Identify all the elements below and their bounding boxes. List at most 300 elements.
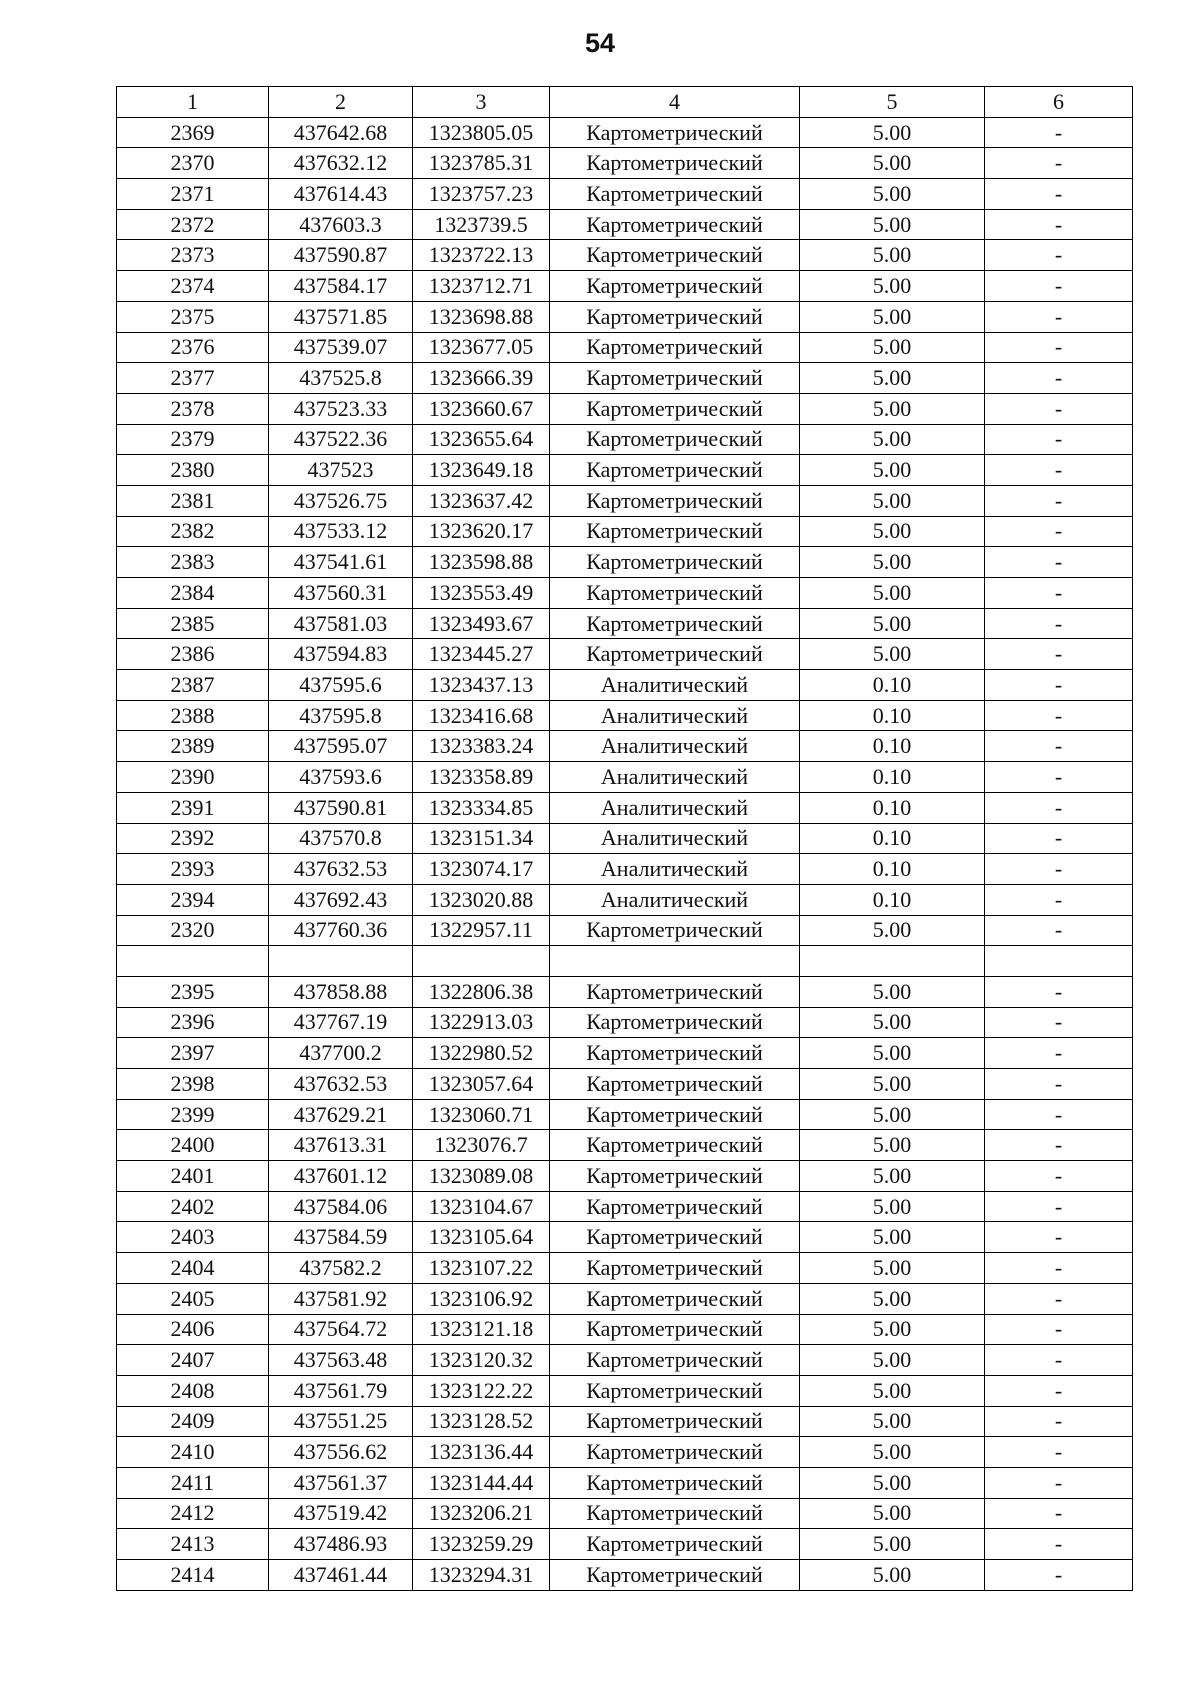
point-number-cell: 2390 [117, 762, 269, 793]
x-coordinate-cell: 437692.43 [269, 884, 413, 915]
method-cell: Картометрический [550, 1161, 800, 1192]
note-cell: - [985, 915, 1133, 946]
accuracy-cell: 5.00 [800, 1283, 985, 1314]
method-cell: Картометрический [550, 148, 800, 179]
accuracy-cell: 5.00 [800, 485, 985, 516]
point-number-cell: 2411 [117, 1467, 269, 1498]
x-coordinate-cell: 437629.21 [269, 1099, 413, 1130]
method-cell: Картометрический [550, 1467, 800, 1498]
x-coordinate-cell: 437595.07 [269, 731, 413, 762]
accuracy-cell: 5.00 [800, 1498, 985, 1529]
method-cell: Картометрический [550, 1375, 800, 1406]
point-number-cell: 2384 [117, 578, 269, 609]
method-cell: Аналитический [550, 854, 800, 885]
point-number-cell [117, 946, 269, 977]
method-cell: Картометрический [550, 516, 800, 547]
x-coordinate-cell: 437767.19 [269, 1007, 413, 1038]
accuracy-cell: 0.10 [800, 823, 985, 854]
point-number-cell: 2377 [117, 363, 269, 394]
point-number-cell: 2380 [117, 455, 269, 486]
point-number-cell: 2402 [117, 1191, 269, 1222]
table-row [117, 1467, 1133, 1498]
point-number-cell: 2407 [117, 1345, 269, 1376]
x-coordinate-cell: 437595.6 [269, 670, 413, 701]
y-coordinate-cell: 1323151.34 [413, 823, 550, 854]
note-cell: - [985, 1467, 1133, 1498]
point-number-cell: 2382 [117, 516, 269, 547]
note-cell: - [985, 393, 1133, 424]
y-coordinate-cell: 1323712.71 [413, 271, 550, 302]
method-cell: Картометрический [550, 424, 800, 455]
x-coordinate-cell: 437561.37 [269, 1467, 413, 1498]
method-cell: Картометрический [550, 1498, 800, 1529]
accuracy-cell: 5.00 [800, 578, 985, 609]
y-coordinate-cell: 1323089.08 [413, 1161, 550, 1192]
table-row [117, 1007, 1133, 1038]
accuracy-cell: 5.00 [800, 1529, 985, 1560]
y-coordinate-cell: 1323757.23 [413, 179, 550, 210]
method-cell: Картометрический [550, 455, 800, 486]
table-header-row [117, 87, 1133, 118]
y-coordinate-cell: 1323722.13 [413, 240, 550, 271]
header-cell-2: 2 [269, 87, 413, 118]
point-number-cell: 2408 [117, 1375, 269, 1406]
note-cell: - [985, 608, 1133, 639]
y-coordinate-cell: 1323206.21 [413, 1498, 550, 1529]
accuracy-cell: 5.00 [800, 639, 985, 670]
point-number-cell: 2373 [117, 240, 269, 271]
y-coordinate-cell: 1323416.68 [413, 700, 550, 731]
table-row [117, 823, 1133, 854]
accuracy-cell: 5.00 [800, 1406, 985, 1437]
y-coordinate-cell: 1323493.67 [413, 608, 550, 639]
note-cell: - [985, 1345, 1133, 1376]
x-coordinate-cell: 437539.07 [269, 332, 413, 363]
point-number-cell: 2374 [117, 271, 269, 302]
accuracy-cell: 5.00 [800, 1099, 985, 1130]
accuracy-cell: 0.10 [800, 884, 985, 915]
accuracy-cell: 0.10 [800, 762, 985, 793]
point-number-cell: 2389 [117, 731, 269, 762]
y-coordinate-cell: 1323121.18 [413, 1314, 550, 1345]
table-row [117, 485, 1133, 516]
table-row [117, 915, 1133, 946]
point-number-cell: 2401 [117, 1161, 269, 1192]
point-number-cell: 2378 [117, 393, 269, 424]
table-row [117, 240, 1133, 271]
method-cell: Аналитический [550, 823, 800, 854]
y-coordinate-cell: 1323074.17 [413, 854, 550, 885]
table-row [117, 1529, 1133, 1560]
note-cell: - [985, 1437, 1133, 1468]
point-number-cell: 2413 [117, 1529, 269, 1560]
point-number-cell: 2396 [117, 1007, 269, 1038]
table-row [117, 639, 1133, 670]
method-cell: Аналитический [550, 762, 800, 793]
note-cell: - [985, 424, 1133, 455]
point-number-cell: 2393 [117, 854, 269, 885]
x-coordinate-cell: 437551.25 [269, 1406, 413, 1437]
accuracy-cell [800, 946, 985, 977]
accuracy-cell: 0.10 [800, 731, 985, 762]
point-number-cell: 2386 [117, 639, 269, 670]
accuracy-cell: 0.10 [800, 670, 985, 701]
method-cell: Картометрический [550, 1253, 800, 1284]
point-number-cell: 2405 [117, 1283, 269, 1314]
accuracy-cell: 5.00 [800, 1560, 985, 1591]
method-cell: Аналитический [550, 731, 800, 762]
point-number-cell: 2370 [117, 148, 269, 179]
note-cell: - [985, 976, 1133, 1007]
point-number-cell: 2371 [117, 179, 269, 210]
note-cell: - [985, 485, 1133, 516]
method-cell: Картометрический [550, 179, 800, 210]
y-coordinate-cell: 1323805.05 [413, 117, 550, 148]
accuracy-cell: 5.00 [800, 1345, 985, 1376]
y-coordinate-cell: 1323649.18 [413, 455, 550, 486]
table-row [117, 731, 1133, 762]
x-coordinate-cell [269, 946, 413, 977]
table-row [117, 179, 1133, 210]
method-cell: Картометрический [550, 301, 800, 332]
y-coordinate-cell: 1323553.49 [413, 578, 550, 609]
point-number-cell: 2369 [117, 117, 269, 148]
header-cell-5: 5 [800, 87, 985, 118]
y-coordinate-cell: 1323107.22 [413, 1253, 550, 1284]
note-cell: - [985, 670, 1133, 701]
accuracy-cell: 5.00 [800, 117, 985, 148]
note-cell: - [985, 639, 1133, 670]
header-cell-4: 4 [550, 87, 800, 118]
accuracy-cell: 5.00 [800, 1038, 985, 1069]
accuracy-cell: 0.10 [800, 854, 985, 885]
x-coordinate-cell: 437533.12 [269, 516, 413, 547]
point-number-cell: 2383 [117, 547, 269, 578]
y-coordinate-cell: 1322980.52 [413, 1038, 550, 1069]
x-coordinate-cell: 437642.68 [269, 117, 413, 148]
point-number-cell: 2388 [117, 700, 269, 731]
method-cell: Аналитический [550, 792, 800, 823]
point-number-cell: 2412 [117, 1498, 269, 1529]
x-coordinate-cell: 437570.8 [269, 823, 413, 854]
note-cell: - [985, 1130, 1133, 1161]
table-row [117, 762, 1133, 793]
x-coordinate-cell: 437564.72 [269, 1314, 413, 1345]
table-row [117, 1375, 1133, 1406]
x-coordinate-cell: 437584.06 [269, 1191, 413, 1222]
x-coordinate-cell: 437603.3 [269, 209, 413, 240]
method-cell: Картометрический [550, 976, 800, 1007]
point-number-cell: 2397 [117, 1038, 269, 1069]
method-cell: Картометрический [550, 485, 800, 516]
method-cell: Картометрический [550, 240, 800, 271]
table-row [117, 209, 1133, 240]
y-coordinate-cell: 1323677.05 [413, 332, 550, 363]
y-coordinate-cell: 1323445.27 [413, 639, 550, 670]
accuracy-cell: 5.00 [800, 393, 985, 424]
table-row [117, 547, 1133, 578]
note-cell: - [985, 148, 1133, 179]
y-coordinate-cell: 1323128.52 [413, 1406, 550, 1437]
table-row [117, 1314, 1133, 1345]
y-coordinate-cell: 1323136.44 [413, 1437, 550, 1468]
point-number-cell: 2398 [117, 1069, 269, 1100]
accuracy-cell: 5.00 [800, 271, 985, 302]
table-row [117, 363, 1133, 394]
y-coordinate-cell: 1323383.24 [413, 731, 550, 762]
y-coordinate-cell: 1323358.89 [413, 762, 550, 793]
accuracy-cell: 5.00 [800, 179, 985, 210]
accuracy-cell: 5.00 [800, 1069, 985, 1100]
method-cell: Картометрический [550, 1007, 800, 1038]
note-cell: - [985, 363, 1133, 394]
x-coordinate-cell: 437560.31 [269, 578, 413, 609]
method-cell: Картометрический [550, 1437, 800, 1468]
point-number-cell: 2381 [117, 485, 269, 516]
y-coordinate-cell: 1323076.7 [413, 1130, 550, 1161]
method-cell: Картометрический [550, 547, 800, 578]
point-number-cell: 2387 [117, 670, 269, 701]
table-row [117, 393, 1133, 424]
y-coordinate-cell: 1323122.22 [413, 1375, 550, 1406]
x-coordinate-cell: 437590.87 [269, 240, 413, 271]
method-cell: Картометрический [550, 1099, 800, 1130]
note-cell: - [985, 731, 1133, 762]
accuracy-cell: 5.00 [800, 1161, 985, 1192]
x-coordinate-cell: 437584.17 [269, 271, 413, 302]
coordinates-table [116, 86, 1133, 1591]
point-number-cell: 2414 [117, 1560, 269, 1591]
accuracy-cell: 5.00 [800, 148, 985, 179]
x-coordinate-cell: 437523 [269, 455, 413, 486]
point-number-cell: 2376 [117, 332, 269, 363]
x-coordinate-cell: 437700.2 [269, 1038, 413, 1069]
note-cell: - [985, 884, 1133, 915]
method-cell: Картометрический [550, 608, 800, 639]
accuracy-cell: 5.00 [800, 1222, 985, 1253]
method-cell: Картометрический [550, 1560, 800, 1591]
header-cell-3: 3 [413, 87, 550, 118]
y-coordinate-cell: 1323294.31 [413, 1560, 550, 1591]
table-row [117, 1161, 1133, 1192]
accuracy-cell: 5.00 [800, 1130, 985, 1161]
point-number-cell: 2372 [117, 209, 269, 240]
x-coordinate-cell: 437581.03 [269, 608, 413, 639]
y-coordinate-cell: 1323620.17 [413, 516, 550, 547]
note-cell: - [985, 1498, 1133, 1529]
accuracy-cell: 0.10 [800, 792, 985, 823]
note-cell: - [985, 455, 1133, 486]
note-cell: - [985, 1222, 1133, 1253]
x-coordinate-cell: 437595.8 [269, 700, 413, 731]
note-cell: - [985, 179, 1133, 210]
x-coordinate-cell: 437632.53 [269, 854, 413, 885]
point-number-cell: 2404 [117, 1253, 269, 1284]
point-number-cell: 2400 [117, 1130, 269, 1161]
x-coordinate-cell: 437525.8 [269, 363, 413, 394]
accuracy-cell: 5.00 [800, 1467, 985, 1498]
accuracy-cell: 5.00 [800, 1437, 985, 1468]
accuracy-cell: 5.00 [800, 1375, 985, 1406]
accuracy-cell: 5.00 [800, 915, 985, 946]
table-row [117, 1099, 1133, 1130]
x-coordinate-cell: 437571.85 [269, 301, 413, 332]
method-cell: Картометрический [550, 117, 800, 148]
note-cell: - [985, 240, 1133, 271]
method-cell: Картометрический [550, 1314, 800, 1345]
accuracy-cell: 5.00 [800, 1314, 985, 1345]
y-coordinate-cell: 1323655.64 [413, 424, 550, 455]
method-cell: Картометрический [550, 1406, 800, 1437]
x-coordinate-cell: 437461.44 [269, 1560, 413, 1591]
point-number-cell: 2395 [117, 976, 269, 1007]
table-row [117, 1345, 1133, 1376]
table-row [117, 1222, 1133, 1253]
point-number-cell: 2410 [117, 1437, 269, 1468]
accuracy-cell: 5.00 [800, 608, 985, 639]
point-number-cell: 2379 [117, 424, 269, 455]
accuracy-cell: 5.00 [800, 209, 985, 240]
y-coordinate-cell: 1323144.44 [413, 1467, 550, 1498]
y-coordinate-cell: 1323106.92 [413, 1283, 550, 1314]
x-coordinate-cell: 437541.61 [269, 547, 413, 578]
note-cell: - [985, 301, 1133, 332]
table-row [117, 1253, 1133, 1284]
y-coordinate-cell: 1323060.71 [413, 1099, 550, 1130]
accuracy-cell: 5.00 [800, 1007, 985, 1038]
table-row [117, 424, 1133, 455]
note-cell: - [985, 854, 1133, 885]
note-cell: - [985, 578, 1133, 609]
table-row [117, 271, 1133, 302]
method-cell: Картометрический [550, 578, 800, 609]
note-cell: - [985, 1314, 1133, 1345]
note-cell: - [985, 1283, 1133, 1314]
y-coordinate-cell: 1323666.39 [413, 363, 550, 394]
x-coordinate-cell: 437581.92 [269, 1283, 413, 1314]
x-coordinate-cell: 437613.31 [269, 1130, 413, 1161]
accuracy-cell: 5.00 [800, 1253, 985, 1284]
point-number-cell: 2399 [117, 1099, 269, 1130]
method-cell: Картометрический [550, 1130, 800, 1161]
x-coordinate-cell: 437561.79 [269, 1375, 413, 1406]
x-coordinate-cell: 437526.75 [269, 485, 413, 516]
header-cell-6: 6 [985, 87, 1133, 118]
x-coordinate-cell: 437594.83 [269, 639, 413, 670]
note-cell: - [985, 1375, 1133, 1406]
accuracy-cell: 5.00 [800, 516, 985, 547]
method-cell: Картометрический [550, 1038, 800, 1069]
table-row [117, 976, 1133, 1007]
method-cell: Картометрический [550, 271, 800, 302]
y-coordinate-cell: 1323637.42 [413, 485, 550, 516]
y-coordinate-cell: 1323105.64 [413, 1222, 550, 1253]
x-coordinate-cell: 437556.62 [269, 1437, 413, 1468]
table-row [117, 1191, 1133, 1222]
method-cell: Картометрический [550, 363, 800, 394]
y-coordinate-cell [413, 946, 550, 977]
point-number-cell: 2392 [117, 823, 269, 854]
y-coordinate-cell: 1323334.85 [413, 792, 550, 823]
x-coordinate-cell: 437614.43 [269, 179, 413, 210]
note-cell: - [985, 1099, 1133, 1130]
table-row [117, 1560, 1133, 1591]
table-row [117, 1283, 1133, 1314]
table-row [117, 1498, 1133, 1529]
x-coordinate-cell: 437582.2 [269, 1253, 413, 1284]
y-coordinate-cell: 1323259.29 [413, 1529, 550, 1560]
table-body [117, 87, 1133, 1591]
x-coordinate-cell: 437522.36 [269, 424, 413, 455]
table-row [117, 455, 1133, 486]
note-cell: - [985, 1007, 1133, 1038]
table-row [117, 578, 1133, 609]
note-cell [985, 946, 1133, 977]
header-cell-1: 1 [117, 87, 269, 118]
y-coordinate-cell: 1323598.88 [413, 547, 550, 578]
table-row [117, 854, 1133, 885]
accuracy-cell: 5.00 [800, 240, 985, 271]
table-row [117, 792, 1133, 823]
note-cell: - [985, 700, 1133, 731]
table-row [117, 946, 1133, 977]
table-row [117, 884, 1133, 915]
table-row [117, 117, 1133, 148]
x-coordinate-cell: 437601.12 [269, 1161, 413, 1192]
y-coordinate-cell: 1323785.31 [413, 148, 550, 179]
note-cell: - [985, 332, 1133, 363]
x-coordinate-cell: 437593.6 [269, 762, 413, 793]
method-cell: Картометрический [550, 915, 800, 946]
note-cell: - [985, 1069, 1133, 1100]
x-coordinate-cell: 437632.53 [269, 1069, 413, 1100]
table-row [117, 608, 1133, 639]
method-cell: Аналитический [550, 670, 800, 701]
method-cell: Картометрический [550, 1529, 800, 1560]
note-cell: - [985, 516, 1133, 547]
note-cell: - [985, 1191, 1133, 1222]
note-cell: - [985, 1253, 1133, 1284]
x-coordinate-cell: 437632.12 [269, 148, 413, 179]
table-row [117, 332, 1133, 363]
table-row [117, 1437, 1133, 1468]
table-row [117, 700, 1133, 731]
method-cell: Картометрический [550, 393, 800, 424]
point-number-cell: 2391 [117, 792, 269, 823]
note-cell: - [985, 823, 1133, 854]
accuracy-cell: 0.10 [800, 700, 985, 731]
note-cell: - [985, 1529, 1133, 1560]
accuracy-cell: 5.00 [800, 455, 985, 486]
x-coordinate-cell: 437523.33 [269, 393, 413, 424]
point-number-cell: 2320 [117, 915, 269, 946]
note-cell: - [985, 1038, 1133, 1069]
table-row [117, 670, 1133, 701]
accuracy-cell: 5.00 [800, 976, 985, 1007]
point-number-cell: 2409 [117, 1406, 269, 1437]
table-row [117, 301, 1133, 332]
x-coordinate-cell: 437858.88 [269, 976, 413, 1007]
x-coordinate-cell: 437760.36 [269, 915, 413, 946]
point-number-cell: 2406 [117, 1314, 269, 1345]
note-cell: - [985, 271, 1133, 302]
x-coordinate-cell: 437486.93 [269, 1529, 413, 1560]
point-number-cell: 2375 [117, 301, 269, 332]
method-cell: Картометрический [550, 209, 800, 240]
y-coordinate-cell: 1323739.5 [413, 209, 550, 240]
point-number-cell: 2403 [117, 1222, 269, 1253]
accuracy-cell: 5.00 [800, 363, 985, 394]
